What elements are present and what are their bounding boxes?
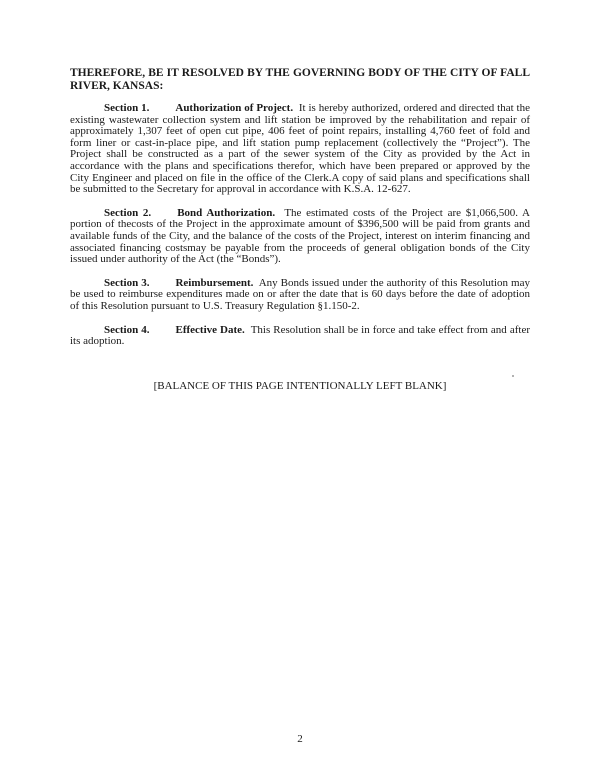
- section-number: Section 2.: [104, 206, 152, 219]
- section-body: It is hereby authorized, ordered and directed that the existing wastewater collection system and lift station be improved by the rehabilitation and repair of approximately 1,307 feet of open cut pipe, 406 feet of point repairs, installing 4,760 feet of fold and form liner or cast-in-place pipe, and lift station pump replacement (collectively the “Project”). The Project shall be constructed as a part of the sewer system of the City as provided by the Act in accordance with the plans and specifications therefor, which have been prepared or approved by the City Engineer and placed on file in the office of the Clerk.A copy of said plans and specifications shall be submitted to the Secretary for approval in accordance with K.S.A. 12-627.: [70, 102, 530, 196]
- section-body: This Resolution shall be in force and take effect from and after its adoption.: [70, 323, 530, 348]
- resolution-heading: THEREFORE, BE IT RESOLVED BY THE GOVERNING BODY OF THE CITY OF FALL RIVER, KANSAS:: [70, 67, 530, 92]
- document-content: [70, 67, 530, 392]
- section-number: Section 1.: [104, 102, 150, 114]
- section-3: [70, 278, 530, 313]
- section-body: Any Bonds issued under the authority of this Resolution may be used to reimburse expenditures made on or after the date that is 60 days before the date of adoption of this Resolution pursuant to U.S. Treasury Regulation §1.150-2.: [70, 276, 530, 312]
- section-title: Effective Date.: [175, 323, 245, 336]
- section-2: [70, 208, 530, 266]
- section-number: Section 4.: [104, 323, 150, 336]
- section-1: [70, 103, 530, 196]
- scan-speck: [512, 375, 514, 377]
- section-title: Authorization of Project.: [175, 102, 294, 114]
- section-number: Section 3.: [104, 276, 150, 289]
- section-4: [70, 325, 530, 348]
- section-title: Reimbursement.: [175, 276, 254, 289]
- page-number: 2: [297, 733, 303, 745]
- balance-left-blank-note: [BALANCE OF THIS PAGE INTENTIONALLY LEFT BLANK]: [153, 380, 447, 392]
- section-body: The estimated costs of the Project are $1,066,500. A portion of thecosts of the Project in the approximate amount of $396,500 will be paid from grants and available funds of the City, and the balance of the costs of the Project, interest on interim financing and associated financing costsmay be payable from the proceeds of general obligation bonds of the City issued under authority of the Act (the “Bonds”).: [70, 206, 530, 266]
- section-title: Bond Authorization.: [177, 206, 276, 219]
